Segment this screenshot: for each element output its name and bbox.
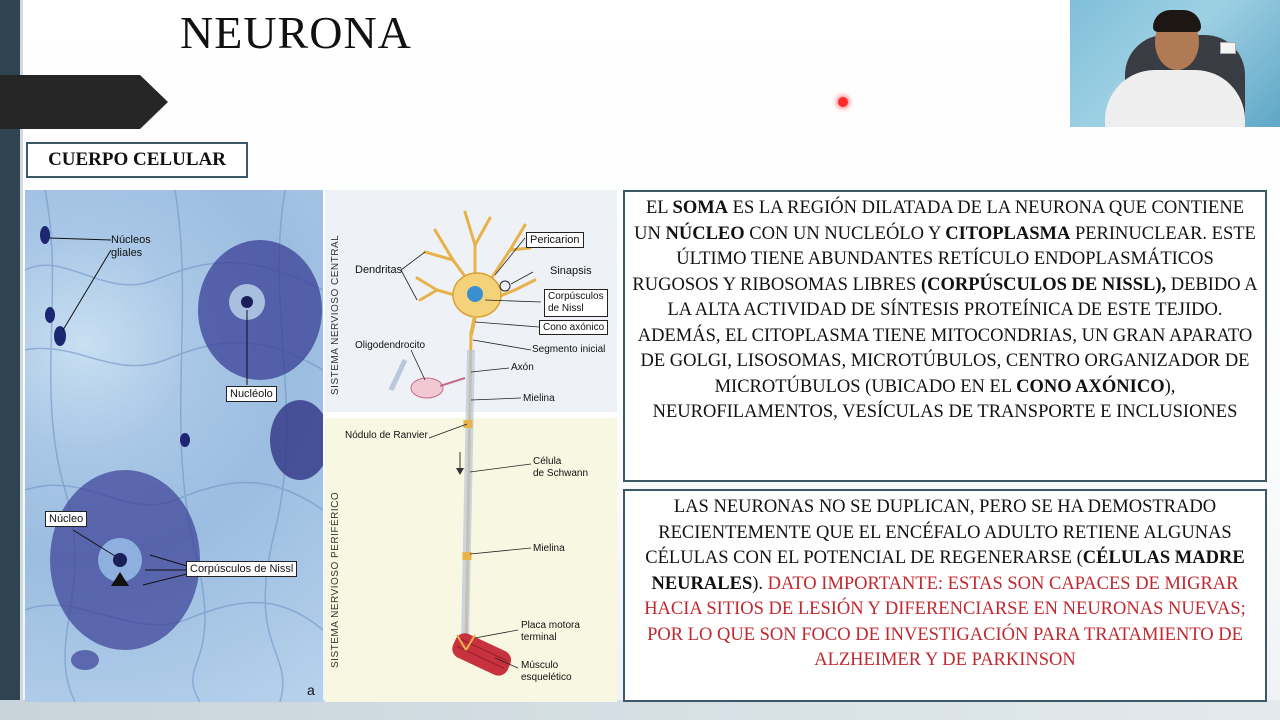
label-nucleo: Núcleo [45, 511, 87, 527]
label-placa-motora-line2: terminal [521, 632, 557, 643]
zone-peripheral-label: SISTEMA NERVIOSO PERIFÉRICO [330, 491, 341, 668]
neuron-edge-right [270, 400, 323, 480]
presenter-webcam-overlay [1070, 0, 1280, 127]
box1-text-1: EL [645, 198, 673, 218]
label-celula-schwann-line2: de Schwann [533, 468, 589, 479]
soma-nucleus [467, 286, 483, 302]
box1-text-6: ), NEUROFILAMENTOS, VESÍCULAS DE TRANSPORTE E INCLUSIONES [652, 376, 1238, 422]
glial-nucleus-2 [54, 326, 66, 346]
label-cono-axonico: Cono axónico [539, 320, 608, 335]
label-mielina-2: Mielina [533, 543, 565, 554]
nucleolus-lower [113, 553, 127, 567]
label-corpusculos-nissl-diagram [544, 289, 608, 317]
box1-text-5: DEBIDO A LA ALTA ACTIVIDAD DE SÍNTESIS PROTEÍNICA DE ESTE TEJIDO. ADEMÁS, EL CITOPLASMA TIENE MITOCONDRIAS, UN GRAN APARATO DE GOLGI, LISOSOMAS, MICROTÚBULOS, CENTRO ORGANIZADOR DE MICROTÚBULOS (UBICADO EN EL [637, 274, 1258, 397]
glial-cluster [71, 650, 99, 670]
label-nucleolo: Nucléolo [226, 386, 277, 402]
label-placa-motora-line1: Placa motora [521, 620, 580, 631]
box1-bold-nucleo: NÚCLEO [665, 223, 745, 244]
label-segmento-inicial: Segmento inicial [532, 344, 606, 355]
oligodendrocyte-myelin [391, 360, 405, 390]
label-celula-schwann [533, 456, 588, 480]
label-corpusculos-line1: Corpúsculos [548, 291, 604, 302]
title-arrow-decoration [0, 75, 168, 129]
synapse-marker [500, 281, 510, 291]
neuron-diagram [325, 190, 617, 702]
box2-bold-celulas-madre: CÉLULAS MADRE NEURALES [651, 548, 1245, 594]
oligodendrocyte [411, 378, 443, 398]
box2-important-note: DATO IMPORTANTE: ESTAS SON CAPACES DE MIGRAR HACIA SITIOS DE LESIÓN Y DIFERENCIARSE EN NEURONAS NUEVAS; POR LO QUE SON FOCO DE INVESTIGACIÓN PARA TRATAMIENTO DE ALZHEIMER Y DE PARKINSON [644, 573, 1246, 670]
webcam-wall-outlet [1220, 42, 1236, 54]
label-sinapsis: Sinapsis [550, 265, 592, 277]
label-nodulo-ranvier: Nódulo de Ranvier [345, 430, 428, 441]
webcam-presenter-body [1105, 70, 1245, 127]
micrograph-image [25, 190, 323, 702]
label-oligodendrocito: Oligodendrocito [355, 340, 426, 351]
axon-hillock [471, 316, 475, 335]
slide-bottom-band [0, 700, 1280, 720]
glial-nucleus-4 [180, 433, 190, 447]
stem-cells-box [623, 489, 1267, 702]
glial-nucleus-1 [40, 226, 50, 244]
zone-central-label: SISTEMA NERVIOSO CENTRAL [330, 234, 341, 395]
label-musculo-line1: Músculo [521, 660, 559, 671]
micrograph-texture [25, 190, 323, 702]
label-mielina-1: Mielina [523, 393, 555, 404]
direction-arrowhead [456, 468, 464, 475]
slide-title: NEURONA [180, 7, 412, 58]
glial-nucleus-3 [45, 307, 55, 323]
nucleolus-upper [241, 296, 253, 308]
section-heading: CUERPO CELULAR [26, 142, 248, 178]
label-corpusculos-line2: de Nissl [548, 303, 584, 314]
myelin-sheath [465, 350, 471, 640]
laser-pointer-dot [838, 97, 848, 107]
box1-text-4: PERINUCLEAR. ESTE ÚLTIMO TIENE ABUNDANTES RETÍCULO ENDOPLASMÁTICOS RUGOSOS Y RIBOSOMAS LIBRES [632, 223, 1256, 295]
label-celula-schwann-line1: Célula [533, 456, 562, 467]
soma-description-box [623, 190, 1267, 482]
label-corpusculos-nissl: Corpúsculos de Nissl [186, 561, 297, 577]
panel-letter: a [307, 682, 315, 698]
label-musculo-line2: esquelético [521, 672, 572, 683]
oligodendrocyte-process [440, 378, 465, 386]
box2-text-1: LAS NEURONAS NO SE DUPLICAN, PERO SE HA DEMOSTRADO RECIENTEMENTE QUE EL ENCÉFALO ADULTO RETIENE ALGUNAS CÉLULAS CON EL POTENCIAL DE REGENERARSE ( [645, 497, 1232, 568]
label-musculo-esqueletico [521, 660, 572, 684]
webcam-presenter-hair [1153, 10, 1201, 32]
box1-text-2: ES LA REGIÓN DILATADA DE LA NEURONA QUE CONTIENE UN [634, 198, 1244, 244]
box1-text-3: CON UN NUCLEÓLO Y [744, 223, 946, 244]
label-axon: Axón [511, 362, 534, 373]
box1-bold-soma: SOMA [672, 198, 729, 218]
label-nucleos-gliales: Núcleos gliales [111, 234, 151, 259]
label-pericarion: Pericarion [526, 232, 584, 248]
label-placa-motora [521, 620, 580, 644]
label-dendritas: Dendritas [355, 264, 403, 276]
box1-bold-citoplasma: CITOPLASMA [945, 223, 1071, 244]
box2-text-2: ). [752, 573, 768, 594]
box1-bold-cono: CONO AXÓNICO [1016, 376, 1165, 397]
box1-bold-nissl: (CORPÚSCULOS DE NISSL), [920, 274, 1167, 295]
